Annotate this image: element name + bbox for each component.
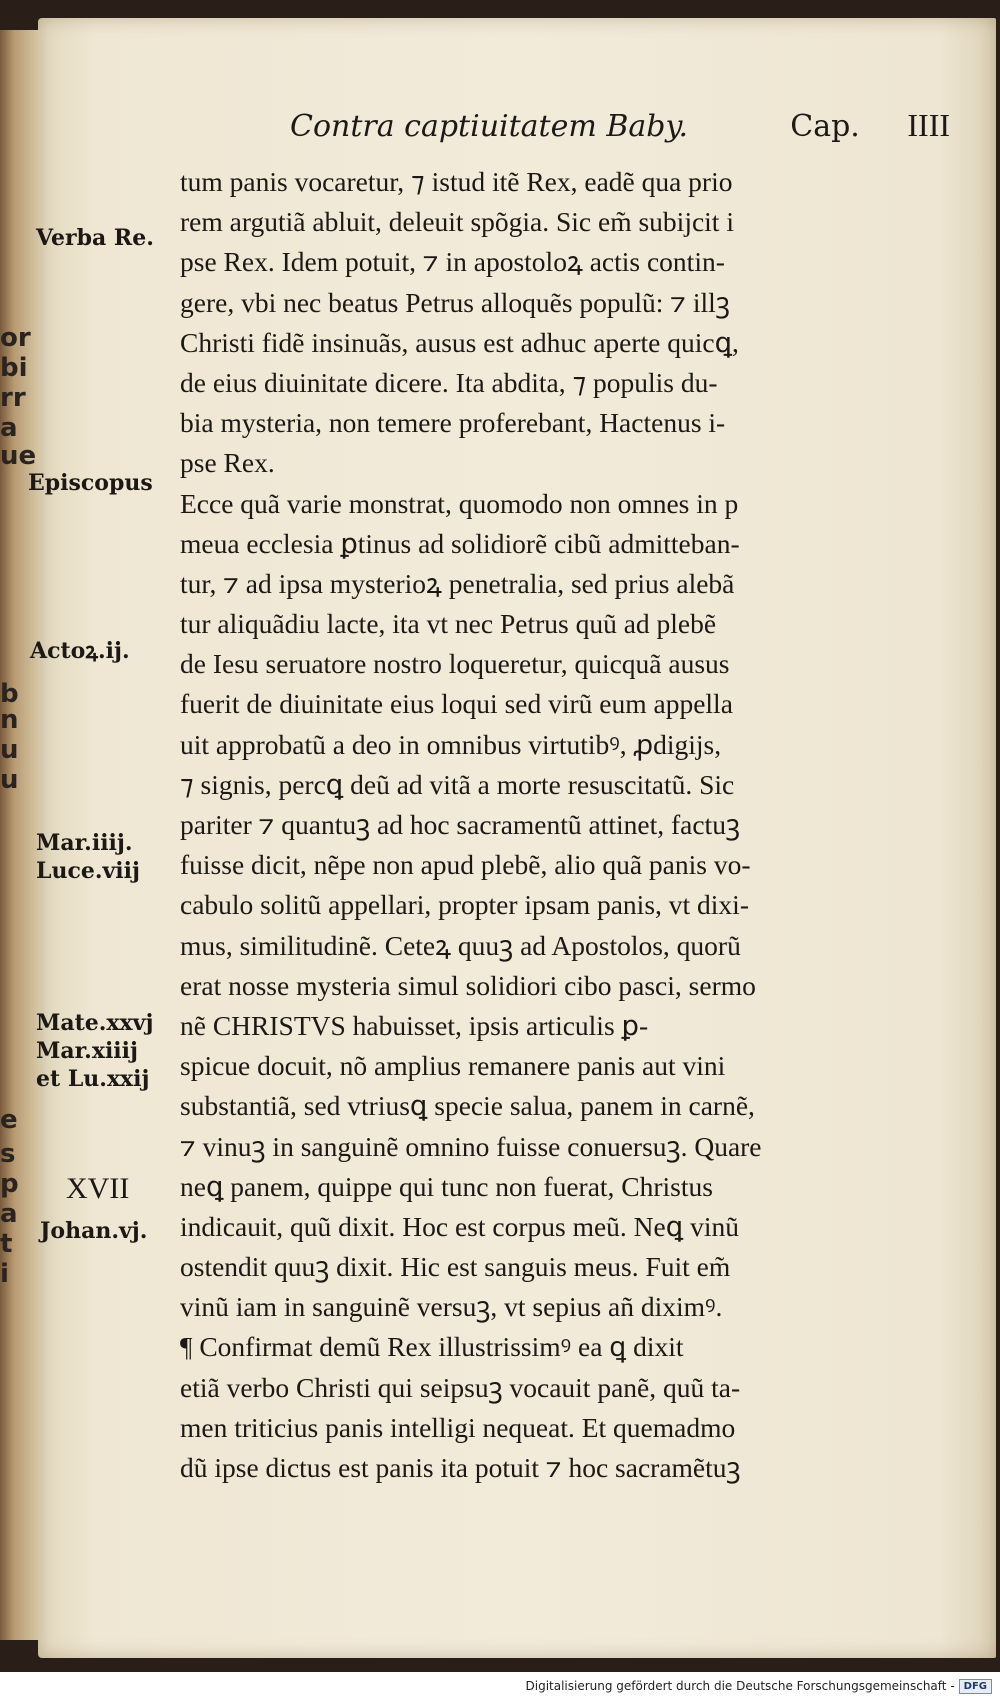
digitization-credit (0, 1672, 1000, 1700)
running-header (290, 107, 950, 155)
text-line: ⁊ vinuꝫ in sanguinẽ omnino fuisse conuersuꝫ. Quare (180, 1130, 762, 1162)
text-line: fuisse dicit, nẽpe non apud plebẽ, alio quã panis vo- (180, 849, 751, 881)
body-text (180, 162, 970, 1488)
text-line: tur aliquãdiu lacte, ita vt nec Petrus quũ ad plebẽ (180, 608, 717, 640)
text-line: ostendit quuꝫ dixit. Hic est sanguis meus. Fuit em̃ (180, 1251, 731, 1283)
text-line: men triticius panis intelligi nequeat. Et quemadmo (180, 1411, 736, 1443)
text-line: nẽ CHRISTVS habuisset, ipsis articulis ꝑ- (180, 1009, 649, 1041)
margin-note: Johan.vj. (40, 1218, 148, 1244)
bleed-glyph: rr (0, 383, 26, 413)
text-line: vinũ iam in sanguinẽ versuꝫ, vt sepius añ diximꝰ. (180, 1291, 723, 1323)
text-line: mus, similitudinẽ. Ceteꝝ quuꝫ ad Apostolos, quorũ (180, 929, 741, 961)
margin-note: Mar.xiiij (36, 1038, 138, 1064)
margin-note: Verba Re. (36, 225, 154, 251)
margin-note: XVII (66, 1172, 130, 1205)
text-line: substantiã, sed vtriusꝗ specie salua, panem in carnẽ, (180, 1090, 755, 1122)
bleed-glyph: u (0, 765, 19, 795)
bleed-glyph: t (0, 1229, 13, 1259)
text-line: erat nosse mysteria simul solidiori cibo pasci, sermo (180, 969, 756, 1001)
text-line: tur, ⁊ ad ipsa mysterioꝝ penetralia, sed prius alebã (180, 567, 735, 599)
chapter-label: Cap. (790, 109, 860, 144)
dfg-logo: DFG (959, 1679, 992, 1694)
text-line: etiã verbo Christi qui seipsuꝫ vocauit panẽ, quũ ta- (180, 1371, 741, 1403)
text-line: rem argutiã abluit, deleuit spõgia. Sic em̃ subijcit i (180, 206, 734, 238)
text-line: pse Rex. Idem potuit, ⁊ in apostoloꝝ actis contin- (180, 246, 725, 278)
text-line: indicauit, quũ dixit. Hoc est corpus meũ. Neꝗ vinũ (180, 1210, 739, 1242)
margin-note: Episcopus (28, 470, 153, 496)
margin-note: Actoꝝ.ij. (30, 638, 130, 664)
credit-text: Digitalisierung gefördert durch die Deutsche Forschungsgemeinschaft - (525, 1679, 955, 1693)
text-line: tum panis vocaretur, ⁊ istud itẽ Rex, eadẽ qua prio (180, 166, 733, 197)
margin-note: Mar.iiij. (36, 830, 133, 856)
text-line: ¶ Confirmat demũ Rex illustrissimꝰ ea ꝗ dixit (180, 1331, 684, 1363)
text-line: Ecce quã varie monstrat, quomodo non omnes in p (180, 487, 739, 519)
bleed-glyph: p (0, 1169, 19, 1199)
text-line: gere, vbi nec beatus Petrus alloquẽs populũ: ⁊ illꝫ (180, 286, 730, 318)
margin-note: Mate.xxvj (36, 1010, 154, 1036)
text-line: meua ecclesia ꝑtinus ad solidiorẽ cibũ admitteban- (180, 527, 740, 559)
text-line: Christi fidẽ insinuãs, ausus est adhuc aperte quicꝗ, (180, 326, 739, 358)
text-line: ⁊ signis, percꝗ deũ ad vitã a morte resuscitatũ. Sic (180, 768, 735, 800)
bleed-glyph: e (0, 1105, 18, 1135)
margin-note: Luce.viij (36, 858, 140, 884)
bleed-glyph: s (0, 1139, 16, 1169)
bleed-glyph: ue (0, 441, 37, 471)
text-line: pse Rex. (180, 447, 275, 479)
text-line: de eius diuinitate dicere. Ita abdita, ⁊ populis du- (180, 366, 718, 398)
text-line: neꝗ panem, quippe qui tunc non fuerat, Christus (180, 1170, 713, 1202)
text-line: de Iesu seruatore nostro loqueretur, quicquã ausus (180, 648, 730, 680)
margin-note: et Lu.xxij (36, 1066, 150, 1092)
chapter-number: IIII (907, 107, 950, 143)
text-line: fuerit de diuinitate eius loqui sed virũ eum appella (180, 688, 733, 720)
text-line: cabulo solitũ appellari, propter ipsam panis, vt dixi- (180, 889, 749, 921)
bleed-glyph: a (0, 1199, 18, 1229)
bleed-glyph: n (0, 705, 19, 735)
bleed-glyph: bi (0, 353, 28, 383)
bleed-glyph: u (0, 735, 19, 765)
running-title: Contra captiuitatem Baby. (290, 109, 688, 144)
text-line: dũ ipse dictus est panis ita potuit ⁊ hoc sacramẽtuꝫ (180, 1452, 741, 1483)
facing-page-edge (0, 30, 40, 1640)
bleed-glyph: i (0, 1259, 9, 1289)
text-line: pariter ⁊ quantuꝫ ad hoc sacramentũ attinet, factuꝫ (180, 809, 740, 840)
text-line: bia mysteria, non temere proferebant, Hactenus i- (180, 407, 726, 439)
bleed-glyph: a (0, 413, 18, 443)
bleed-glyph: or (0, 323, 31, 353)
text-line: spicue docuit, nõ amplius remanere panis aut vini (180, 1050, 726, 1082)
bleed-glyph: b (0, 679, 19, 709)
text-line: uit approbatũ a deo in omnibus virtutibꝰ, ꝓdigijs, (180, 728, 722, 760)
